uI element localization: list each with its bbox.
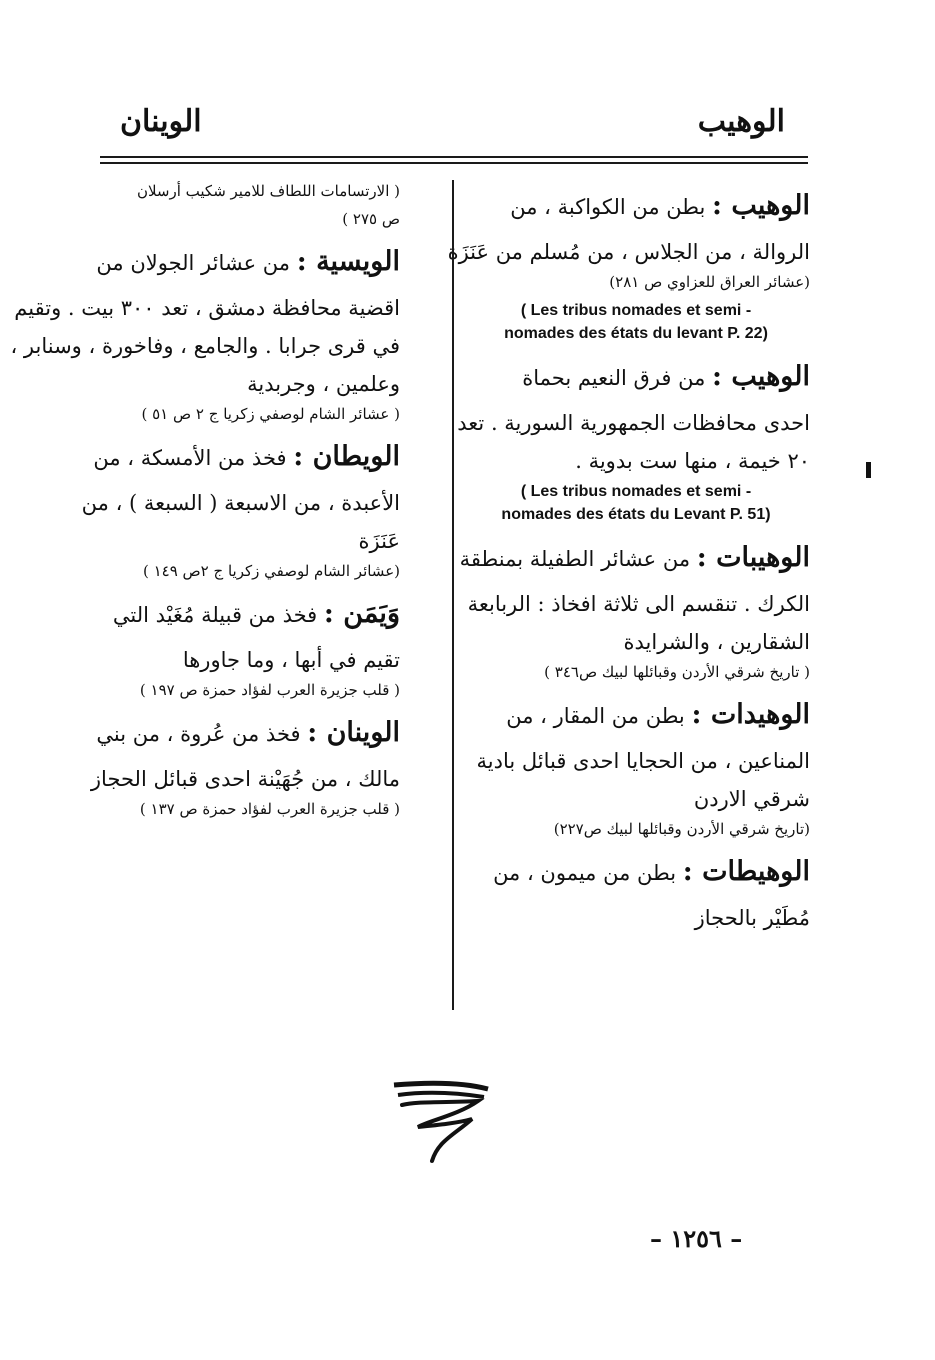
entry-term: وَيَمَن : [323,598,400,629]
entry-source-latin: nomades des états du Levant P. 51) [501,506,771,523]
entry-alwuhaydat [462,689,810,840]
entry-text: الشقارين ، والشرايدة [623,630,810,654]
entry-source: (عشائر العراق للعزاوي ص ٢٨١) [609,273,810,291]
left-column [10,180,400,826]
entry-text: فخذ من الأمسكة ، من [93,446,287,470]
entry-term: الوهيب : [712,190,810,221]
entry-alwuhayb-2 [457,351,810,526]
entry-text: بطن من ميمون ، من [493,861,677,885]
entry-text: الكرك . تنقسم الى ثلاثة افخاذ : الربابعة [467,592,810,616]
margin-mark [866,462,871,478]
entry-continuation [98,180,400,230]
entry-text: شرقي الاردن [693,787,810,811]
entry-text: ٢٠ خيمة ، منها ست بدوية . [575,449,810,473]
right-column [447,180,810,943]
entry-text: بطن من الكواكبة ، من [510,195,706,219]
entry-text: اقضية محافظة دمشق ، تعد ٣٠٠ بيت . وتقيم [14,296,400,320]
entry-text: مُطَيْر بالحجاز [694,906,810,930]
entry-alwaytan [81,431,400,582]
entry-source: (تاريخ شرقي الأردن وقبائلها لبيك ص٢٢٧) [553,820,810,838]
header-rule [100,156,808,158]
entry-text: من عشائر الطفيلة بمنطقة [459,547,691,571]
column-divider [452,180,454,1010]
entry-source: (عشائر الشام لوصفي زكريا ج ٢ص ١٤٩ ) [142,562,400,580]
entry-wayaman [98,588,400,701]
entry-text: عَنَزَة [358,529,400,553]
entry-text: تقيم في أبها ، وما جاورها [182,648,400,672]
header-right-word: الوهيب [697,104,785,139]
entry-alwuhaytat [462,846,810,937]
entry-term: الوهيطات : [682,856,810,887]
entry-source: ( عشائر الشام لوصفي زكريا ج ٢ ص ٥١ ) [141,405,400,423]
header-left-word: الوينان [120,104,202,139]
entry-text: مالك ، من جُهَيْنة احدى قبائل الحجاز [90,767,400,791]
entry-source-latin: ( Les tribus nomades et semi - [520,483,752,500]
entry-text: فخذ من قبيلة مُغَيْد التي [112,603,318,627]
entry-text: من عشائر الجولان من [96,251,291,275]
entry-term: الويسية : [296,246,400,277]
entry-term: الوهيبات : [696,542,810,573]
entry-source: ( قلب جزيرة العرب لفؤاد حمزة ص ١٩٧ ) [139,681,400,699]
header-rule [100,162,808,164]
entry-source: ( الارتسامات اللطاف للامير شكيب أرسلان [136,182,400,200]
entry-text: فخذ من عُروة ، من بني [96,722,301,746]
entry-term: الوهيب : [712,361,810,392]
entry-text: بطن من المقار ، من [506,704,685,728]
entry-text: الروالة ، من الجلاس ، من مُسلم من عَنَزَة [447,240,810,264]
entry-text: من فرق النعيم بحماة [522,366,706,390]
entry-alwaysiya [10,236,400,425]
entry-alwuhayb-1 [447,180,810,345]
entry-source: ص ٢٧٥ ) [342,210,400,228]
entry-alwuhaybat [459,532,810,683]
entry-term: الويطان : [293,441,400,472]
entry-source-latin: nomades des états du levant P. 22) [504,325,768,342]
entry-text: في قرى جرابا . والجامع ، وفاخورة ، وسنابر ، [10,334,400,358]
page-number: – ١٢٥٦ – [650,1224,743,1253]
entry-source: ( تاريخ شرقي الأردن وقبائلها لبيك ص٣٤٦ ) [544,663,810,681]
entry-alwaynan [90,707,400,820]
end-flourish-ornament [388,1075,492,1165]
entry-term: الوينان : [307,717,400,748]
entry-text: احدى محافظات الجمهورية السورية . تعد [457,411,810,435]
entry-text: الأعبدة ، من الاسبعة ( السبعة ) ، من [81,491,400,515]
entry-term: الوهيدات : [691,699,810,730]
entry-text: وعلمين ، وجربدية [247,372,400,396]
entry-text: المناعين ، من الحجايا احدى قبائل بادية [476,749,810,773]
entry-source: ( قلب جزيرة العرب لفؤاد حمزة ص ١٣٧ ) [139,800,400,818]
entry-source-latin: ( Les tribus nomades et semi - [520,302,752,319]
